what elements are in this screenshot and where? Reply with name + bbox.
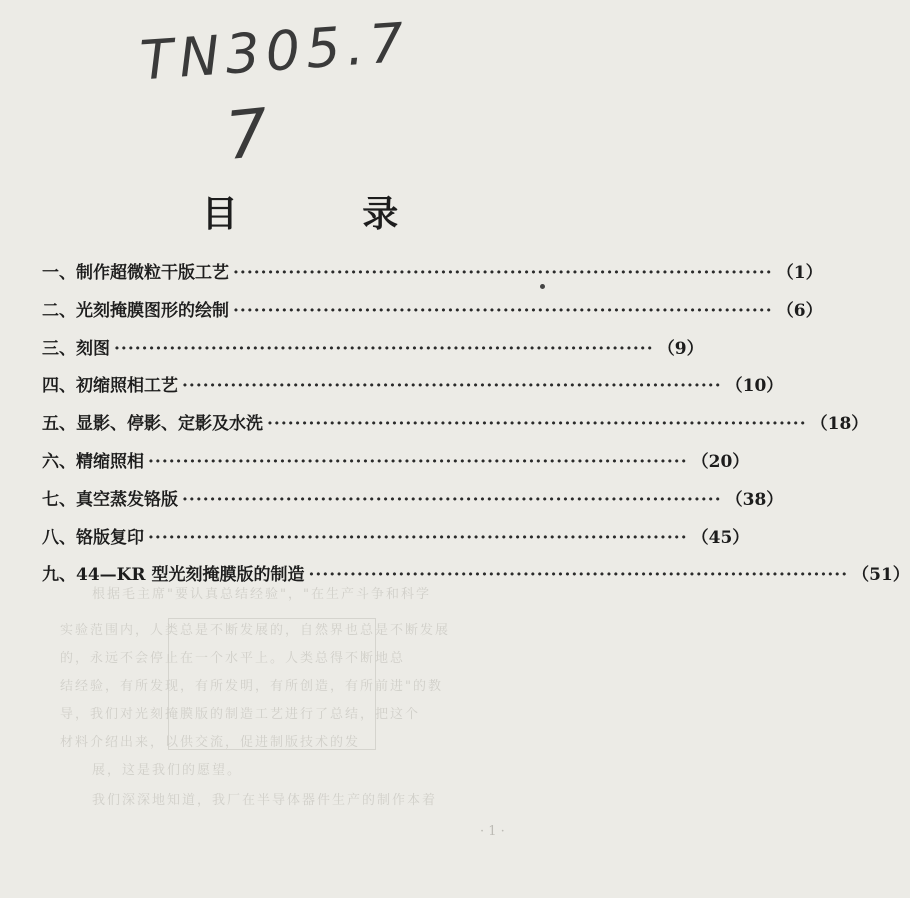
toc-entry (42, 560, 910, 598)
toc-entry-page: （51） (852, 565, 910, 586)
ink-speck (540, 284, 545, 289)
toc-entry-label: 五、显影、停影、定影及水洗 (42, 414, 263, 435)
toc-leader-dots: ·············································································· (233, 263, 773, 283)
toc-entry (42, 296, 823, 334)
toc-leader-dots: ·············································································· (148, 451, 688, 472)
bleed-through-line: 根据毛主席"要认真总结经验"，"在生产斗争和科学 (92, 587, 431, 602)
toc-leader-dots: ·············································································· (267, 414, 807, 435)
toc-entry-page: （6） (776, 300, 823, 321)
page-number: · 1 · (480, 824, 505, 839)
toc-entry (42, 371, 784, 409)
bleed-through-line: 我们深深地知道，我厂在半导体器件生产的制作本着 (92, 793, 438, 808)
toc-entry-label: 六、精缩照相 (42, 451, 144, 472)
toc-entry (42, 409, 869, 447)
toc-leader-dots: ·············································································· (114, 338, 654, 359)
bleed-through-line: 展，这是我们的愿望。 (92, 763, 243, 778)
table-of-contents (42, 258, 910, 598)
toc-entry (42, 258, 823, 296)
page-title: 目 录 (201, 193, 455, 235)
toc-entry-label: 一、制作超微粒干版工艺 (42, 263, 229, 283)
toc-entry (42, 447, 750, 485)
toc-leader-dots: ·············································································· (148, 527, 688, 548)
toc-entry-label: 九、44—KR 型光刻掩膜版的制造 (42, 565, 305, 586)
toc-entry-page: （20） (691, 451, 750, 472)
toc-leader-dots: ·············································································· (182, 376, 722, 397)
toc-entry-label: 四、初缩照相工艺 (42, 376, 178, 397)
bleed-through-line: 导，我们对光刻掩膜版的制造工艺进行了总结，把这个 (60, 707, 421, 722)
bleed-through-line: 实验范围内，人类总是不断发展的，自然界也总是不断发展 (60, 623, 451, 638)
toc-entry-page: （9） (657, 338, 704, 359)
bleed-through-line: 结经验，有所发现，有所发明，有所创造，有所前进"的教 (60, 679, 443, 694)
toc-entry-page: （18） (810, 414, 869, 435)
toc-entry (42, 485, 784, 523)
handwritten-number: 7 (222, 94, 272, 175)
toc-entry-label: 二、光刻掩膜图形的绘制 (42, 300, 229, 321)
bleed-through-line: 材料介绍出来，以供交流，促进制版技术的发 (60, 735, 361, 750)
toc-leader-dots: ·············································································· (308, 565, 849, 586)
handwritten-call-number: TN305.7 (138, 10, 412, 93)
toc-leader-dots: ·············································································· (182, 489, 722, 510)
toc-entry (42, 334, 704, 372)
toc-entry (42, 523, 750, 561)
toc-leader-dots: ·············································································· (233, 300, 773, 321)
bleed-through-line: 的，永远不会停止在一个水平上。人类总得不断地总 (60, 651, 406, 666)
toc-entry-label: 七、真空蒸发铬版 (42, 489, 178, 510)
toc-entry-page: （10） (725, 376, 784, 397)
toc-entry-page: （1） (776, 263, 823, 283)
toc-entry-label: 八、铬版复印 (42, 527, 144, 548)
toc-entry-label: 三、刻图 (42, 338, 110, 359)
toc-entry-page: （38） (725, 489, 784, 510)
bleed-through-frame (168, 618, 376, 750)
toc-entry-page: （45） (691, 527, 750, 548)
